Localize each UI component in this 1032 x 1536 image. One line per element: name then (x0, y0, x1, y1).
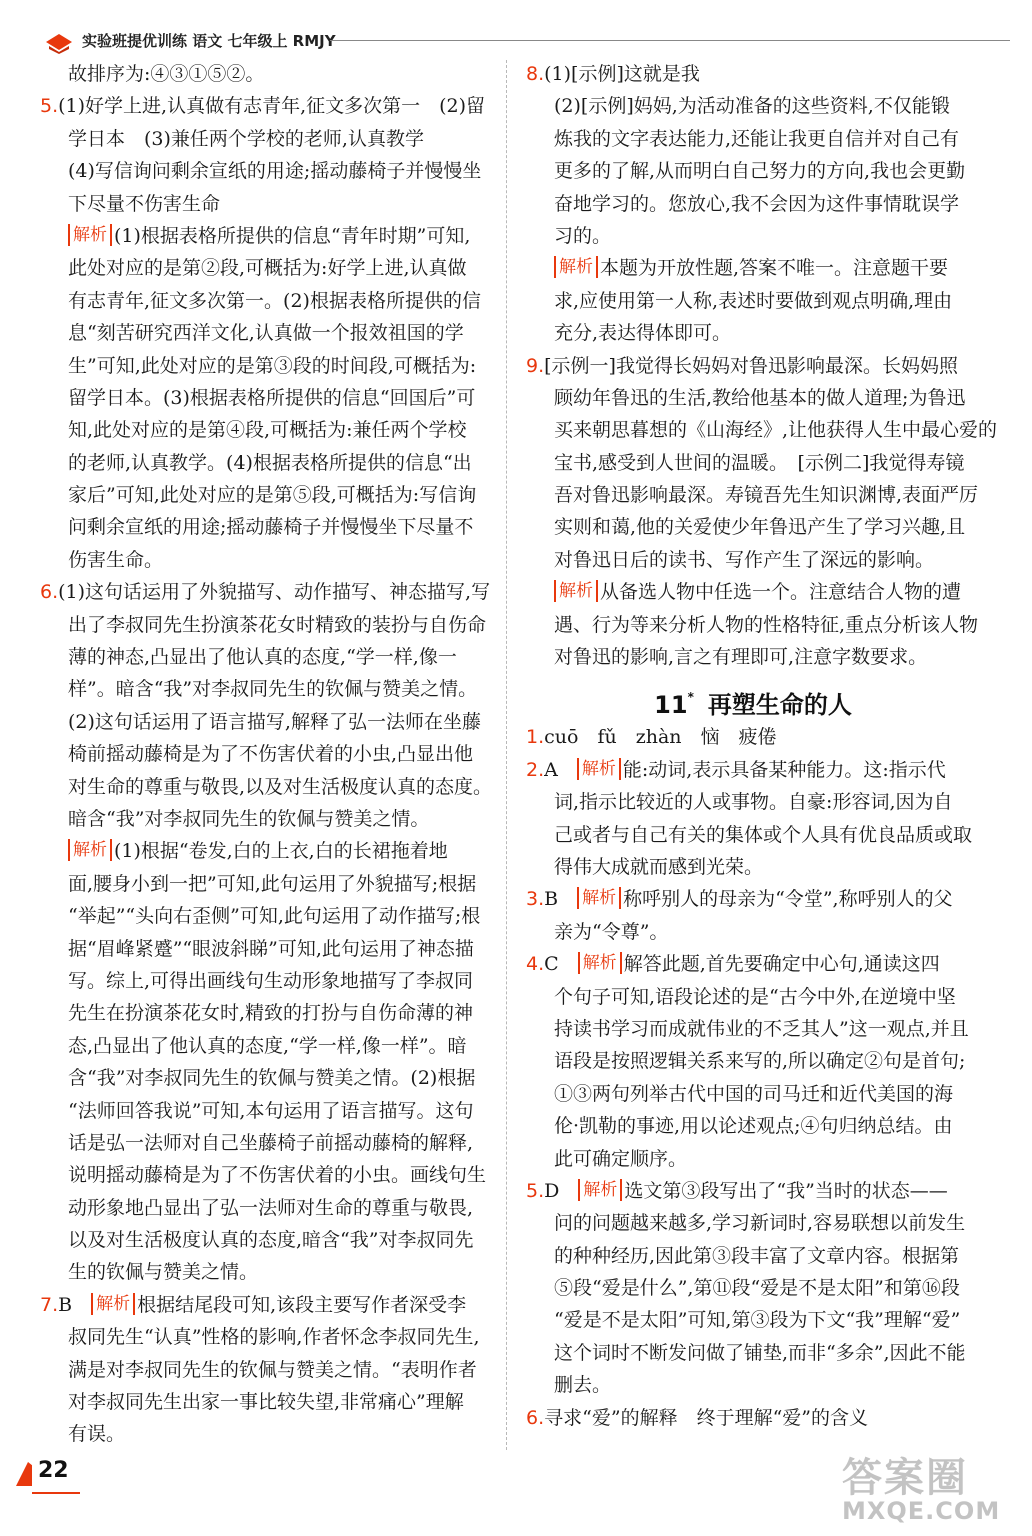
text-line (526, 721, 980, 753)
line-text: 这个词时不断发问做了铺垫,而非“多余”,因此不能 (554, 1341, 966, 1364)
text-line (40, 609, 490, 641)
text-line (40, 1321, 490, 1353)
text-line (526, 123, 980, 155)
line-text: 求,应使用第一人称,表述时要做到观点明确,理由 (554, 289, 953, 312)
text-line (40, 997, 490, 1029)
text-line (526, 981, 980, 1013)
line-text: 此处对应的是第②段,可概括为:好学上进,认真做 (68, 257, 467, 280)
text-line (526, 1143, 980, 1175)
line-text: 能:动词,表示具备某种能力。这:指示代 (622, 758, 946, 781)
line-text: 语段是按照逻辑关系来写的,所以确定②句是首句; (554, 1050, 966, 1073)
text-line (40, 1095, 490, 1127)
line-text: 下尽量不伤害生命 (68, 192, 221, 215)
line-text: 对鲁迅的影响,言之有理即可,注意字数要求。 (554, 646, 928, 669)
line-text: 据“眉峰紧蹙”“眼波斜睇”可知,此句运用了神态描 (68, 937, 474, 960)
line-text: 持读书学习而成就伟业的不乏其人”这一观点,并且 (554, 1017, 969, 1040)
text-line (40, 1354, 490, 1386)
text-line (40, 1289, 490, 1321)
text-line (40, 317, 490, 349)
line-text: 学日本 (3)兼任两个学校的老师,认真教学 (68, 127, 424, 150)
text-line (40, 252, 490, 284)
text-line (526, 317, 980, 349)
line-text: “举起”“头向右歪侧”可知,此句运用了动作描写;根 (68, 905, 481, 928)
text-line (40, 1224, 490, 1256)
line-text: 知,此处对应的是第④段,可概括为:兼任两个学校 (68, 419, 467, 442)
text-line (40, 511, 490, 543)
line-text: 说明摇动藤椅是为了不伤害伏着的小虫。画线句生 (68, 1164, 487, 1187)
right-column-part-b (526, 721, 980, 1434)
line-text: 故排序为:④③①⑤②。 (68, 63, 265, 85)
text-line (526, 1304, 980, 1336)
text-line (526, 819, 980, 851)
line-text: 问的问题越来越多,学习新词时,容易联想以前发生 (554, 1212, 966, 1235)
text-line (526, 916, 980, 948)
analysis-tag: 解析 (577, 758, 621, 780)
line-text: [示例一]我觉得长妈妈对鲁迅影响最深。长妈妈照 (544, 354, 958, 377)
line-text: (2)[示例]妈妈,为活动准备的这些资料,不仅能锻 (554, 95, 950, 118)
text-line (40, 155, 490, 187)
line-text: C (544, 953, 578, 976)
text-line (526, 1175, 980, 1207)
text-line (526, 1402, 980, 1434)
text-line (526, 851, 980, 883)
line-text: 动形象地凸显出了弘一法师对生命的尊重与敬畏, (68, 1196, 474, 1219)
text-line (40, 350, 490, 382)
line-text: (1)这句话运用了外貌描写、动作描写、神态描写,写 (58, 581, 491, 604)
line-text: 得伟大成就而感到光荣。 (554, 855, 764, 878)
line-text: 此可确定顺序。 (554, 1147, 688, 1170)
analysis-tag: 解析 (578, 1179, 622, 1201)
question-number: 4. (526, 953, 545, 976)
line-text: D (544, 1179, 579, 1202)
analysis-tag: 解析 (68, 839, 112, 861)
analysis-tag: 解析 (91, 1293, 135, 1315)
text-line (40, 90, 490, 122)
line-text: 薄的神态,凸显出了他认真的态度,“学一样,像一 (68, 646, 457, 669)
text-line (526, 786, 980, 818)
text-line (40, 1127, 490, 1159)
analysis-tag: 解析 (554, 580, 598, 602)
line-text: (1)[示例]这就是我 (544, 63, 700, 85)
text-line (40, 1030, 490, 1062)
question-number: 6. (40, 581, 59, 604)
text-line (40, 58, 490, 90)
text-line (40, 1062, 490, 1094)
line-text: 解答此题,首先要确定中心句,通读这四 (623, 953, 940, 976)
line-text: 话是弘一法师对自己坐藤椅子前摇动藤椅的解释, (68, 1131, 474, 1154)
line-text: A (544, 758, 577, 781)
section-number: 11 (654, 691, 688, 720)
book-logo-icon (44, 32, 74, 54)
text-line (40, 382, 490, 414)
text-line (526, 754, 980, 786)
question-number: 7. (40, 1293, 59, 1316)
text-line (526, 1337, 980, 1369)
line-text: 息“刻苦研究西洋文化,认真做一个报效祖国的学 (68, 322, 464, 345)
line-text: 宝书,感受到人世间的温暖。 [示例二]我觉得寿镜 (554, 451, 965, 474)
text-line (526, 252, 980, 284)
line-text: 己或者与自己有关的集体或个人具有优良品质或取 (554, 823, 973, 846)
line-text: 个句子可知,语段论述的是“古今中外,在逆境中坚 (554, 985, 956, 1008)
line-text: 生”可知,此处对应的是第③段的时间段,可概括为: (68, 354, 477, 377)
line-text: 对生命的尊重与敬畏,以及对生活极度认真的态度。 (68, 775, 493, 798)
section-title: 再塑生命的人 (707, 691, 852, 720)
question-number: 1. (526, 726, 545, 749)
line-text: “法师回答我说”可知,本句运用了语言描写。这句 (68, 1099, 474, 1122)
text-line (526, 1240, 980, 1272)
text-line (40, 479, 490, 511)
line-text: 从备选人物中任选一个。注意结合人物的遭 (600, 581, 962, 604)
text-line (526, 447, 980, 479)
line-text: 奋地学习的。您放心,我不会因为这件事情耽误学 (554, 192, 960, 215)
text-line (526, 1207, 980, 1239)
text-line (40, 803, 490, 835)
text-line (40, 220, 490, 252)
text-line (526, 90, 980, 122)
line-text: 暗含“我”对李叔同先生的钦佩与赞美之情。 (68, 807, 430, 830)
line-text: (2)这句话运用了语言描写,解释了弘一法师在坐藤 (68, 710, 481, 733)
analysis-tag: 解析 (554, 256, 598, 278)
line-text: 寻求“爱”的解释 终于理解“爱”的含义 (544, 1406, 868, 1429)
text-line (40, 447, 490, 479)
line-text: 顾幼年鲁迅的生活,教给他基本的做人道理;为鲁迅 (554, 386, 966, 409)
text-line (40, 285, 490, 317)
watermark-bottom-text: MXQE.COM (842, 1497, 1001, 1525)
text-line (526, 1369, 980, 1401)
line-text: 问剩余宣纸的用途;摇动藤椅子并慢慢坐下尽量不 (68, 516, 474, 539)
line-text: 词,指示比较近的人或事物。自豪:形容词,因为自 (554, 791, 953, 814)
line-text: 伦·凯勒的事迹,用以论述观点;④句归纳总结。由 (554, 1115, 953, 1138)
line-text: 充分,表达得体即可。 (554, 322, 732, 345)
text-line (40, 900, 490, 932)
text-line (40, 868, 490, 900)
line-text: 习的。 (554, 224, 612, 247)
line-text: 伤害生命。 (68, 548, 164, 571)
page-number-badge (14, 1456, 84, 1496)
line-text: 有误。 (68, 1423, 126, 1446)
text-line (526, 350, 980, 382)
text-line (40, 1418, 490, 1450)
line-text: 样”。暗含“我”对李叔同先生的钦佩与赞美之情。 (68, 678, 478, 701)
line-text: 写。综上,可得出画线句生动形象地描写了李叔同 (68, 969, 474, 992)
text-line (40, 641, 490, 673)
line-text: 留学日本。(3)根据表格所提供的信息“回国后”可 (68, 386, 476, 409)
line-text: 实则和蔼,他的关爱使少年鲁迅产生了学习兴趣,且 (554, 516, 966, 539)
line-text: 根据结尾段可知,该段主要写作者深受李 (137, 1293, 467, 1316)
text-line (526, 1013, 980, 1045)
line-text: “爱是不是太阳”可知,第③段为下文“我”理解“爱” (554, 1309, 961, 1332)
analysis-tag: 解析 (578, 952, 622, 974)
text-line (526, 948, 980, 980)
question-number: 5. (526, 1179, 545, 1202)
line-text: 亲为“令尊”。 (554, 920, 669, 943)
text-line (40, 188, 490, 220)
analysis-tag: 解析 (68, 224, 112, 246)
text-line (526, 155, 980, 187)
text-line (526, 414, 998, 446)
line-text: 有志青年,征文多次第一。(2)根据表格所提供的信 (68, 289, 481, 312)
text-line (40, 738, 490, 770)
text-line (40, 544, 490, 576)
text-line (40, 835, 490, 867)
question-number: 2. (526, 758, 545, 781)
line-text: 吾对鲁迅影响最深。寿镜吾先生知识渊博,表面严厉 (554, 484, 979, 507)
line-text: B (544, 888, 578, 911)
line-text: 家后”可知,此处对应的是第⑤段,可概括为:写信询 (68, 484, 477, 507)
text-line (526, 382, 980, 414)
watermark-top-text: 答案圈 (842, 1455, 968, 1501)
header-rule (330, 40, 1010, 41)
left-column (40, 58, 493, 1451)
line-text: (1)根据表格所提供的信息“青年时期”可知, (114, 224, 471, 247)
text-line (40, 414, 490, 446)
line-text: 生的钦佩与赞美之情。 (68, 1261, 259, 1284)
text-line (526, 1272, 980, 1304)
question-number: 6. (526, 1406, 545, 1429)
text-line (526, 576, 980, 608)
line-text: 删去。 (554, 1374, 612, 1397)
line-text: 先生在扮演茶花女时,精致的打扮与自伤命薄的神 (68, 1002, 474, 1025)
question-number: 3. (526, 888, 545, 911)
line-text: 对李叔同先生出家一事比较失望,非常痛心”理解 (68, 1391, 464, 1414)
page-header (40, 26, 1010, 56)
line-text: 满是对李叔同先生的钦佩与赞美之情。“表明作者 (68, 1358, 477, 1381)
analysis-tag: 解析 (577, 887, 621, 909)
line-text: 炼我的文字表达能力,还能让我更自信并对自己有 (554, 127, 960, 150)
text-line (526, 1110, 980, 1142)
line-text: (4)写信询问剩余宣纸的用途;摇动藤椅子并慢慢坐 (68, 160, 482, 183)
text-line (526, 641, 980, 673)
right-column-part-a (526, 58, 998, 673)
text-line (40, 123, 490, 155)
text-line (526, 544, 980, 576)
line-text: 本题为开放性题,答案不唯一。注意题干要 (600, 257, 949, 280)
right-column (526, 58, 998, 1434)
question-number: 9. (526, 354, 545, 377)
text-line (40, 1192, 490, 1224)
line-text: ⑤段“爱是什么”,第⑪段“爱是不是太阳”和第⑯段 (554, 1277, 960, 1300)
line-text: ①③两句列举古代中国的司马迁和近代美国的海 (554, 1082, 954, 1105)
line-text: (1)好学上进,认真做有志青年,征文多次第一 (2)留 (58, 95, 486, 118)
line-text: 椅前摇动藤椅是为了不伤害伏着的小虫,凸显出他 (68, 743, 474, 766)
column-divider (506, 60, 507, 1450)
text-line (526, 511, 980, 543)
line-text: (1)根据“卷发,白的上衣,白的长裙拖着地 (114, 840, 448, 863)
text-line (40, 706, 490, 738)
text-line (40, 933, 490, 965)
text-line (526, 1078, 980, 1110)
question-number: 8. (526, 63, 545, 85)
line-text: 的老师,认真教学。(4)根据表格所提供的信息“出 (68, 451, 472, 474)
line-text: 更多的了解,从而明白自己努力的方向,我也会更勤 (554, 160, 966, 183)
text-line (526, 188, 980, 220)
page-number: 22 (38, 1458, 69, 1483)
text-line (526, 479, 980, 511)
text-line (40, 965, 490, 997)
line-text: 叔同先生“认真”性格的影响,作者怀念李叔同先生, (68, 1326, 480, 1349)
line-text: 出了李叔同先生扮演茶花女时精致的装扮与自伤命 (68, 613, 487, 636)
text-line (40, 771, 493, 803)
text-line (526, 220, 980, 252)
watermark-logo (842, 1446, 1022, 1530)
text-line (40, 1386, 490, 1418)
text-line (526, 609, 980, 641)
line-text: 以及对生活极度认真的态度,暗含“我”对李叔同先 (68, 1229, 474, 1252)
line-text: 称呼别人的母亲为“令堂”,称呼别人的父 (623, 888, 953, 911)
text-line (40, 1159, 490, 1191)
line-text: 的种种经历,因此第③段丰富了文章内容。根据第 (554, 1244, 960, 1267)
line-text: 选文第③段写出了“我”当时的状态—— (624, 1179, 948, 1202)
line-text: 对鲁迅日后的读书、写作产生了深远的影响。 (554, 548, 935, 571)
line-text: 买来朝思暮想的《山海经》,让他获得人生中最心爱的 (554, 419, 998, 442)
text-line (526, 285, 980, 317)
text-line (40, 576, 490, 608)
text-line (526, 58, 980, 90)
header-title: 实验班提优训练 语文 七年级上 RMJY (82, 32, 336, 50)
text-line (40, 673, 490, 705)
section-star: * (687, 690, 694, 705)
text-line (526, 1045, 980, 1077)
line-text: cuō fǔ zhàn 恼 疲倦 (544, 726, 777, 749)
question-number: 5. (40, 95, 59, 118)
line-text: 遇、行为等来分析人物的性格特征,重点分析该人物 (554, 613, 979, 636)
text-line (40, 1256, 490, 1288)
text-line (526, 883, 980, 915)
line-text: 态,凸显出了他认真的态度,“学一样,像一样”。暗 (68, 1034, 467, 1057)
line-text: B (58, 1293, 92, 1316)
line-text: 面,腰身小到一把”可知,此句运用了外貌描写;根据 (68, 872, 477, 895)
line-text: 含“我”对李叔同先生的钦佩与赞美之情。(2)根据 (68, 1067, 476, 1090)
section-heading (526, 673, 980, 721)
